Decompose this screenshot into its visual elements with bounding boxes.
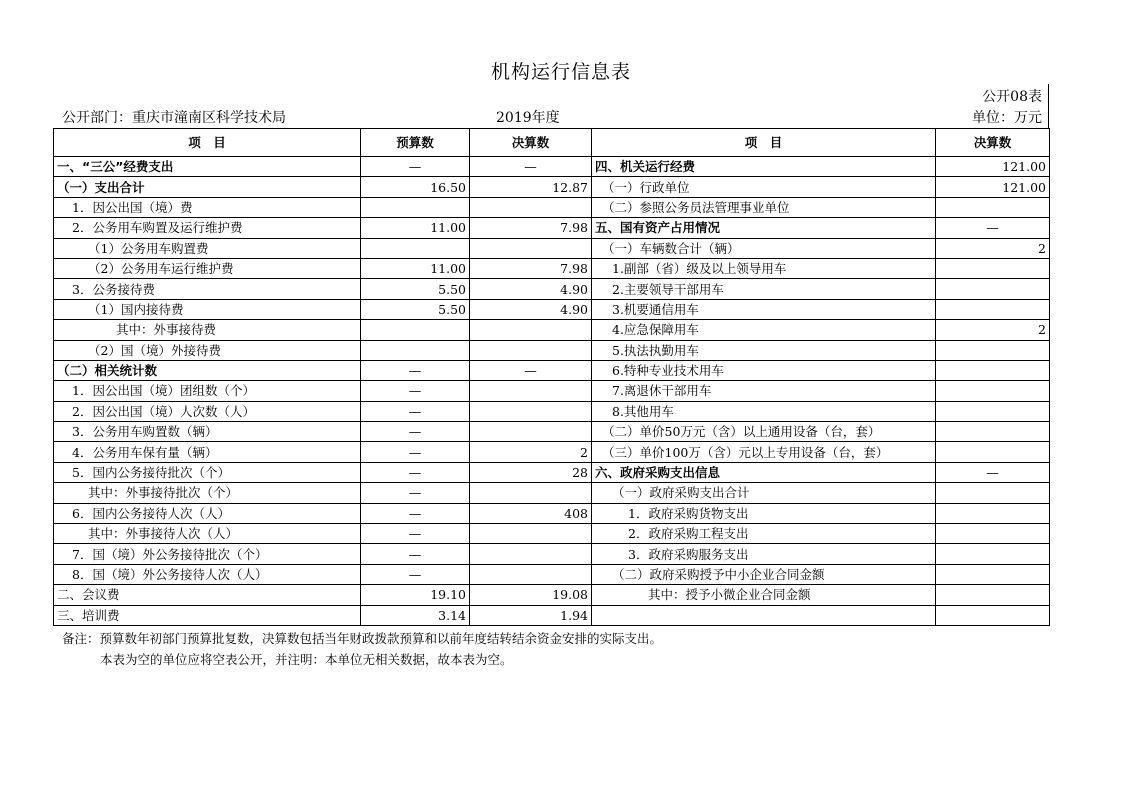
right-item: 4.应急保障用车 (592, 320, 936, 340)
table-row (54, 157, 1050, 177)
right-item: 7.离退休干部用车 (592, 381, 936, 401)
left-item: （2）公务用车运行维护费 (54, 258, 361, 278)
budget-value: 19.10 (361, 585, 470, 605)
budget-value: — (361, 360, 470, 380)
table-row (54, 462, 1050, 482)
right-final-value (936, 279, 1050, 299)
table-row (54, 177, 1050, 197)
right-final-value (936, 381, 1050, 401)
left-item: 8．国（境）外公务接待人次（人） (54, 564, 361, 584)
budget-value: — (361, 524, 470, 544)
budget-value (361, 197, 470, 217)
right-item: （二）政府采购授予中小企业合同金额 (592, 564, 936, 584)
left-item: 一、“三公”经费支出 (54, 157, 361, 177)
left-item: 7．国（境）外公务接待批次（个） (54, 544, 361, 564)
budget-value: 11.00 (361, 258, 470, 278)
budget-value: — (361, 422, 470, 442)
right-item: （一）车辆数合计（辆） (592, 238, 936, 258)
budget-value: — (361, 503, 470, 523)
left-item: 其中：外事接待人次（人） (54, 524, 361, 544)
final-value: — (470, 360, 592, 380)
right-item: 6.特种专业技术用车 (592, 360, 936, 380)
right-item: 其中：授予小微企业合同金额 (592, 585, 936, 605)
table-row (54, 258, 1050, 278)
table-row (54, 279, 1050, 299)
left-item: 5．国内公务接待批次（个） (54, 462, 361, 482)
final-value: — (470, 157, 592, 177)
right-item: 2．政府采购工程支出 (592, 524, 936, 544)
table-row (54, 381, 1050, 401)
right-item: （一）行政单位 (592, 177, 936, 197)
table-row (54, 564, 1050, 584)
table-row (54, 524, 1050, 544)
right-item: （二）单价50万元（含）以上通用设备（台，套） (592, 422, 936, 442)
final-value: 4.90 (470, 299, 592, 319)
right-final-value (936, 544, 1050, 564)
budget-value (361, 320, 470, 340)
final-value: 12.87 (470, 177, 592, 197)
table-row (54, 442, 1050, 462)
right-final-value (936, 360, 1050, 380)
right-item: （二）参照公务员法管理事业单位 (592, 197, 936, 217)
left-item: 2．因公出国（境）人次数（人） (54, 401, 361, 421)
header-final-right: 决算数 (936, 129, 1050, 157)
table-row (54, 605, 1050, 625)
right-final-value: 2 (936, 238, 1050, 258)
right-item: （一）政府采购支出合计 (592, 483, 936, 503)
table-row (54, 238, 1050, 258)
info-table (53, 128, 1050, 626)
final-value: 19.08 (470, 585, 592, 605)
right-item: （三）单价100万（含）元以上专用设备（台，套） (592, 442, 936, 462)
final-value: 408 (470, 503, 592, 523)
right-item: 3.机要通信用车 (592, 299, 936, 319)
right-final-value (936, 299, 1050, 319)
unit-label: 单位：万元 (972, 110, 1042, 126)
left-item: （1）公务用车购置费 (54, 238, 361, 258)
top-right-rule (1048, 84, 1049, 128)
right-final-value (936, 258, 1050, 278)
budget-value (361, 238, 470, 258)
table-row (54, 360, 1050, 380)
budget-value: — (361, 157, 470, 177)
left-item: 4．公务用车保有量（辆） (54, 442, 361, 462)
right-final-value (936, 340, 1050, 360)
budget-value: 16.50 (361, 177, 470, 197)
final-value (470, 320, 592, 340)
table-row (54, 544, 1050, 564)
right-item: 1.副部（省）级及以上领导用车 (592, 258, 936, 278)
left-item: 二、会议费 (54, 585, 361, 605)
budget-value: — (361, 442, 470, 462)
final-value: 4.90 (470, 279, 592, 299)
page-title: 机构运行信息表 (490, 61, 631, 83)
note-empty-table: 本表为空的单位应将空表公开，并注明：本单位无相关数据，故本表为空。 (100, 652, 513, 667)
left-item: （一）支出合计 (54, 177, 361, 197)
right-item: 1．政府采购货物支出 (592, 503, 936, 523)
budget-value: 11.00 (361, 218, 470, 238)
left-item: 其中：外事接待费 (54, 320, 361, 340)
fiscal-year: 2019年度 (496, 110, 560, 126)
right-final-value (936, 483, 1050, 503)
left-item: 1．因公出国（境）费 (54, 197, 361, 217)
right-final-value (936, 524, 1050, 544)
right-item: 2.主要领导干部用车 (592, 279, 936, 299)
final-value (470, 422, 592, 442)
table-code: 公开08表 (982, 89, 1042, 105)
final-value (470, 564, 592, 584)
left-item: 1．因公出国（境）团组数（个） (54, 381, 361, 401)
right-final-value: 121.00 (936, 157, 1050, 177)
right-final-value (936, 197, 1050, 217)
right-item (592, 605, 936, 625)
budget-value: 3.14 (361, 605, 470, 625)
left-item: 3．公务用车购置数（辆） (54, 422, 361, 442)
right-final-value: 2 (936, 320, 1050, 340)
table-row (54, 197, 1050, 217)
budget-value: — (361, 381, 470, 401)
final-value (470, 197, 592, 217)
table-row (54, 401, 1050, 421)
final-value: 2 (470, 442, 592, 462)
right-item: 5.执法执勤用车 (592, 340, 936, 360)
right-final-value (936, 605, 1050, 625)
budget-value: 5.50 (361, 279, 470, 299)
right-final-value (936, 442, 1050, 462)
left-item: （1）国内接待费 (54, 299, 361, 319)
right-item: 3．政府采购服务支出 (592, 544, 936, 564)
right-final-value: 121.00 (936, 177, 1050, 197)
final-value (470, 238, 592, 258)
right-final-value: — (936, 462, 1050, 482)
right-final-value (936, 503, 1050, 523)
left-item: 其中：外事接待批次（个） (54, 483, 361, 503)
final-value (470, 544, 592, 564)
table-header-row (54, 129, 1050, 157)
right-final-value (936, 564, 1050, 584)
left-item: 三、培训费 (54, 605, 361, 625)
table-row (54, 340, 1050, 360)
budget-value (361, 340, 470, 360)
budget-value: — (361, 544, 470, 564)
budget-value: — (361, 564, 470, 584)
table-row (54, 422, 1050, 442)
left-item: 6．国内公务接待人次（人） (54, 503, 361, 523)
right-final-value (936, 585, 1050, 605)
final-value (470, 340, 592, 360)
table-row (54, 503, 1050, 523)
note-remark: 备注：预算数年初部门预算批复数，决算数包括当年财政拨款预算和以前年度结转结余资金安排的实际支出。 (62, 631, 663, 646)
right-item: 四、机关运行经费 (592, 157, 936, 177)
budget-value: 5.50 (361, 299, 470, 319)
header-budget: 预算数 (361, 129, 470, 157)
final-value (470, 524, 592, 544)
final-value: 28 (470, 462, 592, 482)
budget-value: — (361, 462, 470, 482)
final-value: 1.94 (470, 605, 592, 625)
department-label: 公开部门：重庆市潼南区科学技术局 (62, 110, 286, 126)
left-item: 3．公务接待费 (54, 279, 361, 299)
table-row (54, 299, 1050, 319)
right-item: 五、国有资产占用情况 (592, 218, 936, 238)
final-value (470, 401, 592, 421)
right-item: 8.其他用车 (592, 401, 936, 421)
budget-value: — (361, 401, 470, 421)
table-row (54, 483, 1050, 503)
left-item: （二）相关统计数 (54, 360, 361, 380)
header-final: 决算数 (470, 129, 592, 157)
left-item: （2）国（境）外接待费 (54, 340, 361, 360)
table-row (54, 218, 1050, 238)
table-row (54, 320, 1050, 340)
header-item: 项 目 (54, 129, 361, 157)
right-item: 六、政府采购支出信息 (592, 462, 936, 482)
right-final-value (936, 422, 1050, 442)
header-item-right: 项 目 (592, 129, 936, 157)
final-value: 7.98 (470, 258, 592, 278)
final-value (470, 381, 592, 401)
right-final-value: — (936, 218, 1050, 238)
final-value (470, 483, 592, 503)
table-row (54, 585, 1050, 605)
right-final-value (936, 401, 1050, 421)
final-value: 7.98 (470, 218, 592, 238)
left-item: 2．公务用车购置及运行维护费 (54, 218, 361, 238)
budget-value: — (361, 483, 470, 503)
